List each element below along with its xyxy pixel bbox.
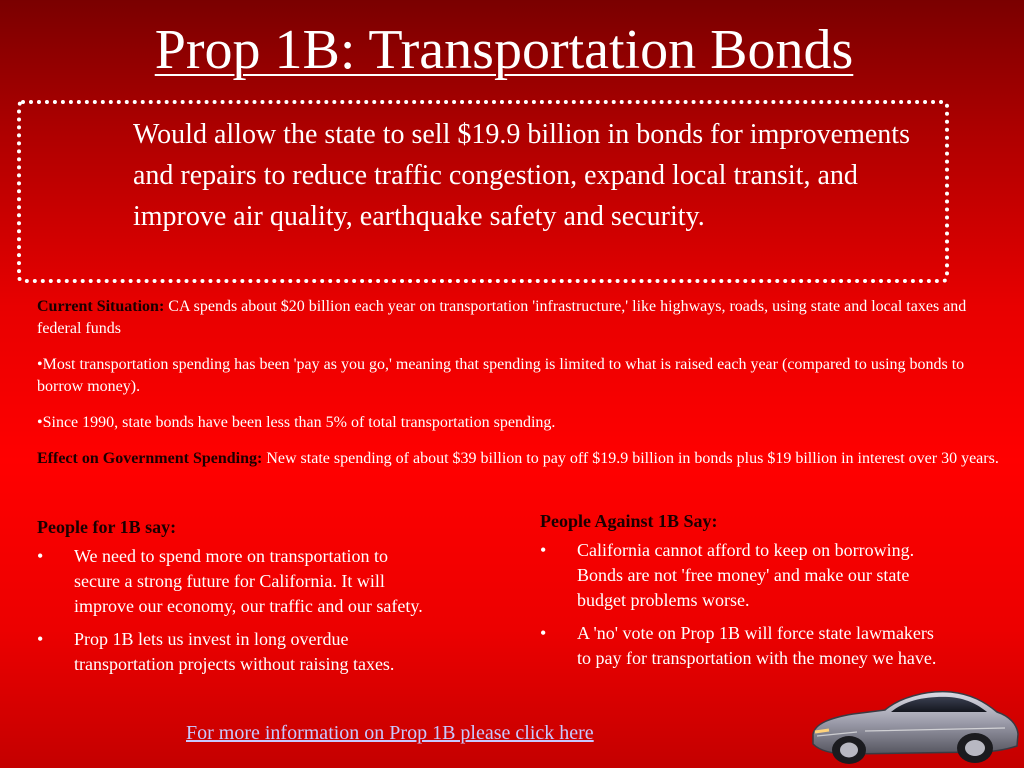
bullet-icon: • — [540, 623, 547, 643]
fact-bullet-pay-as-you-go: •Most transportation spending has been 'pay as you go,' meaning that spending is limited to what is raised each year (compared to using bonds to borrow money). — [37, 356, 965, 395]
for-item — [37, 627, 437, 677]
current-situation-text: CA spends about $20 billion each year on transportation 'infrastructure,' like highways, roads, using state and local taxes and federal funds — [37, 298, 967, 337]
for-item-text: Prop 1B lets us invest in long overdue transportation projects without raising taxes. — [74, 629, 395, 674]
against-list — [540, 538, 940, 671]
bullet-icon: • — [540, 540, 547, 560]
sports-car-icon — [805, 676, 1021, 768]
more-info-link[interactable]: For more information on Prop 1B please click here — [186, 722, 594, 744]
effect-label: Effect on Government Spending: — [37, 450, 263, 467]
bullet-icon: • — [37, 546, 44, 566]
for-list — [37, 544, 437, 677]
against-heading: People Against 1B Say: — [540, 511, 718, 531]
effect-on-spending — [37, 448, 1002, 470]
slide-title: Prop 1B: Transportation Bonds — [154, 19, 854, 81]
against-item — [540, 538, 940, 613]
for-column — [37, 515, 437, 685]
current-situation — [37, 296, 1002, 340]
intro-text: Would allow the state to sell $19.9 billion in bonds for improvements and repairs to reduce traffic congestion, expand local transit, and improve air quality, earthquake safety and security. — [133, 119, 910, 232]
against-item-text: California cannot afford to keep on borrowing. Bonds are not 'free money' and make our state budget problems worse. — [577, 540, 915, 610]
facts-section — [37, 296, 1002, 484]
against-column — [540, 509, 940, 679]
for-item — [37, 544, 437, 619]
bullet-icon: • — [37, 629, 44, 649]
for-heading: People for 1B say: — [37, 517, 177, 537]
against-item — [540, 621, 940, 671]
current-situation-label: Current Situation: — [37, 298, 165, 315]
intro-box — [17, 100, 949, 283]
against-item-text: A 'no' vote on Prop 1B will force state lawmakers to pay for transportation with the money we have. — [577, 623, 937, 668]
effect-text: New state spending of about $39 billion to pay off $19.9 billion in bonds plus $19 billion in interest over 30 years. — [262, 450, 999, 467]
fact-bullet-since-1990: •Since 1990, state bonds have been less than 5% of total transportation spending. — [37, 414, 556, 431]
for-item-text: We need to spend more on transportation to secure a strong future for California. It will improve our economy, our traffic and our safety. — [74, 546, 423, 616]
